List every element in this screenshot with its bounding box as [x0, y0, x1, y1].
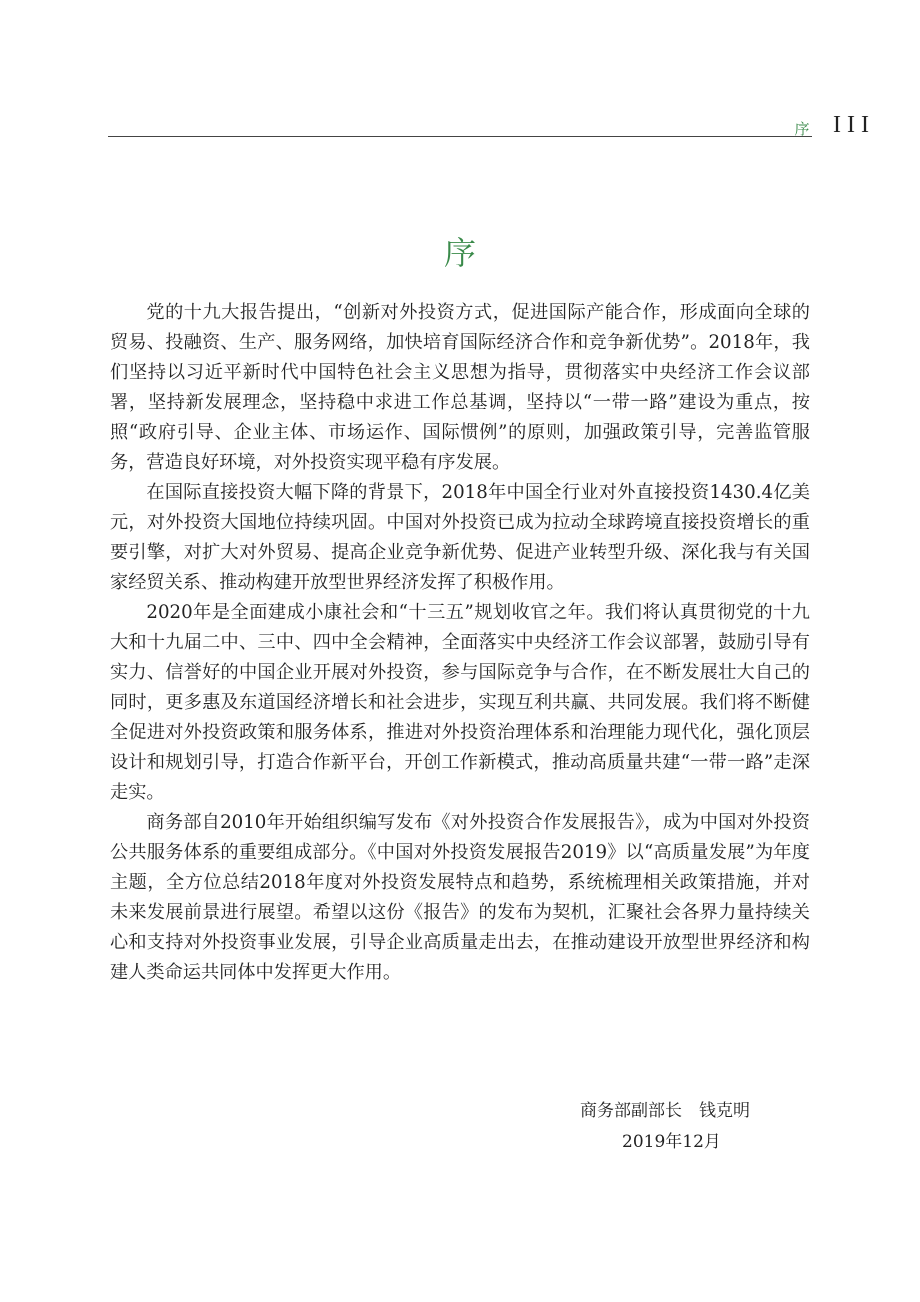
preface-body	[110, 298, 810, 988]
running-header-label: 序	[794, 120, 810, 138]
paragraph-3: 2020年是全面建成小康社会和“十三五”规划收官之年。我们将认真贯彻党的十九大和十九届二中、三中、四中全会精神，全面落实中央经济工作会议部署，鼓励引导有实力、信誉好的中国企业开展对外投资，参与国际竞争与合作，在不断发展壮大自己的同时，更多惠及东道国经济增长和社会进步，实现互利共赢、共同发展。我们将不断健全促进对外投资政策和服务体系，推进对外投资治理体系和治理能力现代化，强化顶层设计和规划引导，打造合作新平台，开创工作新模式，推动高质量共建“一带一路”走深走实。	[110, 602, 810, 803]
signature-name: 商务部副部长 钱克明	[580, 1101, 750, 1121]
header-rule	[108, 136, 812, 137]
paragraph-2: 在国际直接投资大幅下降的背景下，2018年中国全行业对外直接投资1430.4亿美元，对外投资大国地位持续巩固。中国对外投资已成为拉动全球跨境直接投资增长的重要引擎，对扩大对外贸易、提高企业竞争新优势、促进产业转型升级、深化我与有关国家经贸关系、推动构建开放型世界经济发挥了积极作用。	[110, 482, 810, 593]
page-number: III	[833, 112, 875, 138]
page-title: 序	[443, 234, 476, 272]
paragraph-4: 商务部自2010年开始组织编写发布《对外投资合作发展报告》，成为中国对外投资公共服务体系的重要组成部分。《中国对外投资发展报告2019》以“高质量发展”为年度主题，全方位总结2018年度对外投资发展特点和趋势，系统梳理相关政策措施，并对未来发展前景进行展望。希望以这份《报告》的发布为契机，汇聚社会各界力量持续关心和支持对外投资事业发展，引导企业高质量走出去，在推动建设开放型世界经济和构建人类命运共同体中发挥更大作用。	[110, 812, 810, 983]
paragraph-1: 党的十九大报告提出，“创新对外投资方式，促进国际产能合作，形成面向全球的贸易、投融资、生产、服务网络，加快培育国际经济合作和竞争新优势”。2018年，我们坚持以习近平新时代中国特色社会主义思想为指导，贯彻落实中央经济工作会议部署，坚持新发展理念，坚持稳中求进工作总基调，坚持以“一带一路”建设为重点，按照“政府引导、企业主体、市场运作、国际惯例”的原则，加强政策引导，完善监管服务，营造良好环境，对外投资实现平稳有序发展。	[110, 302, 810, 473]
signature-date: 2019年12月	[622, 1132, 721, 1152]
